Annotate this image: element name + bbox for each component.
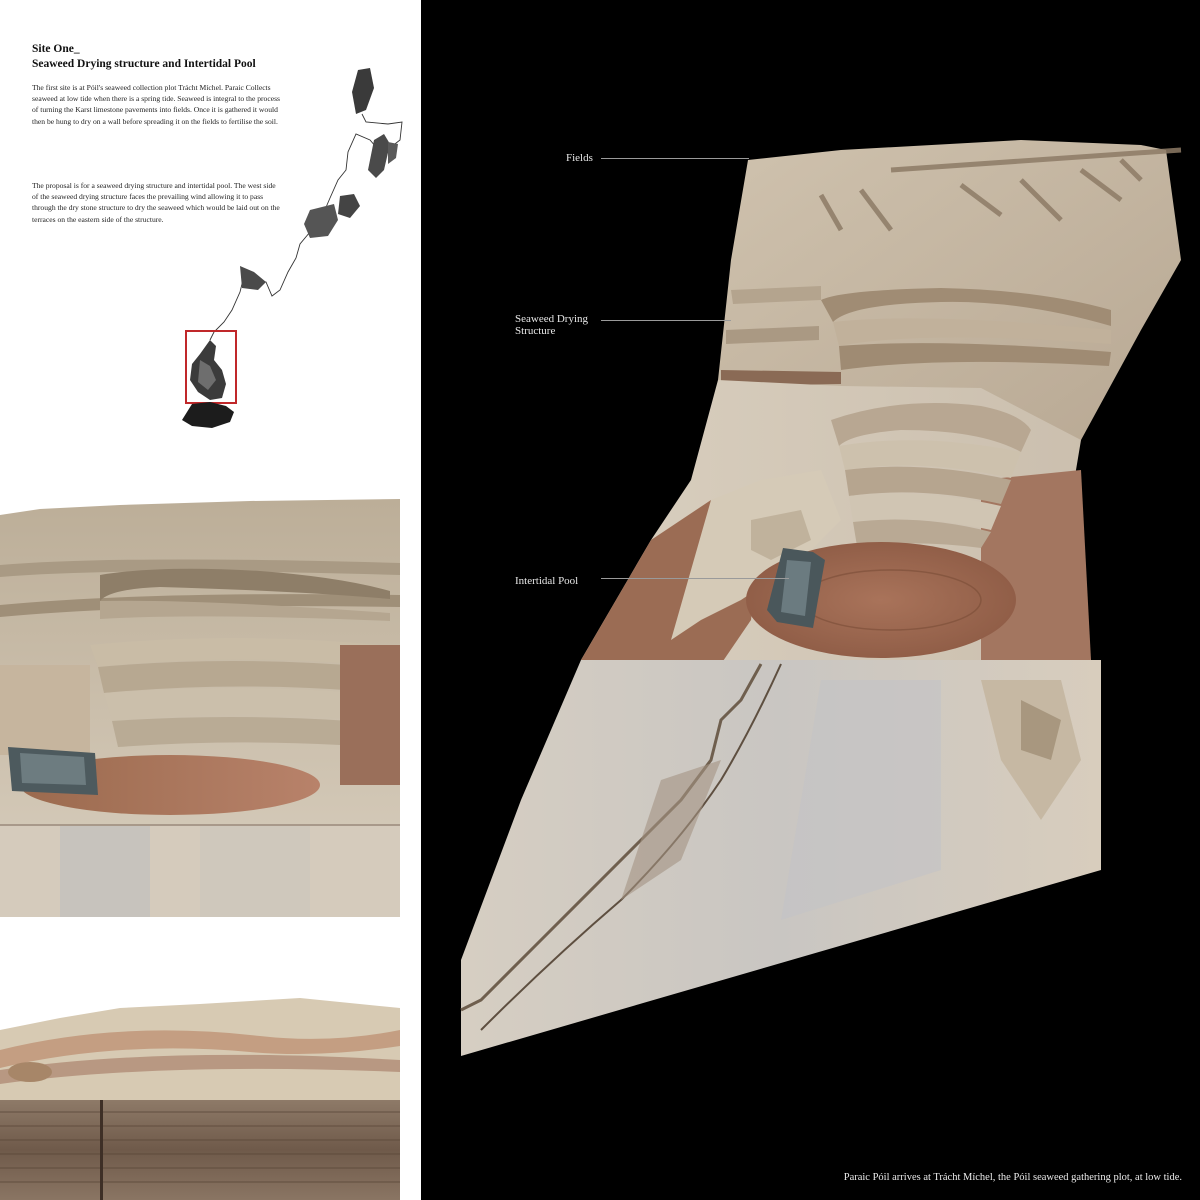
map-parcel	[304, 204, 338, 238]
label-seaweed-drying-structure: Seaweed Drying Structure	[515, 313, 589, 337]
site-title: Site One_	[32, 43, 80, 55]
proposal-paragraph: The proposal is for a seaweed drying structure and intertidal pool. The west side of the seaweed drying structure faces the prevailing wind allowing it to pass through the dry stone structure to dry the seaweed which would be laid out on the terraces on the eastern side of the structure.	[32, 181, 280, 224]
label-fields: Fields	[566, 152, 593, 164]
left-column	[0, 0, 420, 1200]
model-photo-section	[0, 990, 400, 1200]
model-panel	[421, 0, 1200, 1200]
map-parcel	[368, 134, 390, 178]
map-shore	[182, 402, 234, 428]
model-photo-perspective	[0, 495, 400, 917]
photo-caption: Paraic Póil arrives at Trácht Míchel, the Póil seaweed gathering plot, at low tide.	[843, 1172, 1182, 1183]
leader-line-seaweed	[601, 320, 731, 321]
leader-line-pool	[601, 578, 789, 579]
label-intertidal-pool: Intertidal Pool	[515, 575, 579, 587]
map-parcel	[338, 194, 360, 218]
site-model-photo	[421, 0, 1200, 1200]
map-parcel	[388, 142, 398, 164]
map-parcel	[240, 266, 266, 290]
site-route-map	[170, 60, 420, 440]
map-parcel	[352, 68, 374, 114]
leader-line-fields	[601, 158, 749, 159]
intro-paragraph: The first site is at Póil's seaweed collection plot Trácht Míchel. Paraic Collects seaweed at low tide when there is a spring tide. Seaweed is integral to the process of turning the Karst limestone pavements into fields. Once it is gathered it would then be hung to dry on a wall before spreading it on the fields to fertilise the soil.	[32, 83, 280, 126]
site-subtitle: Seaweed Drying structure and Intertidal Pool	[32, 58, 256, 70]
